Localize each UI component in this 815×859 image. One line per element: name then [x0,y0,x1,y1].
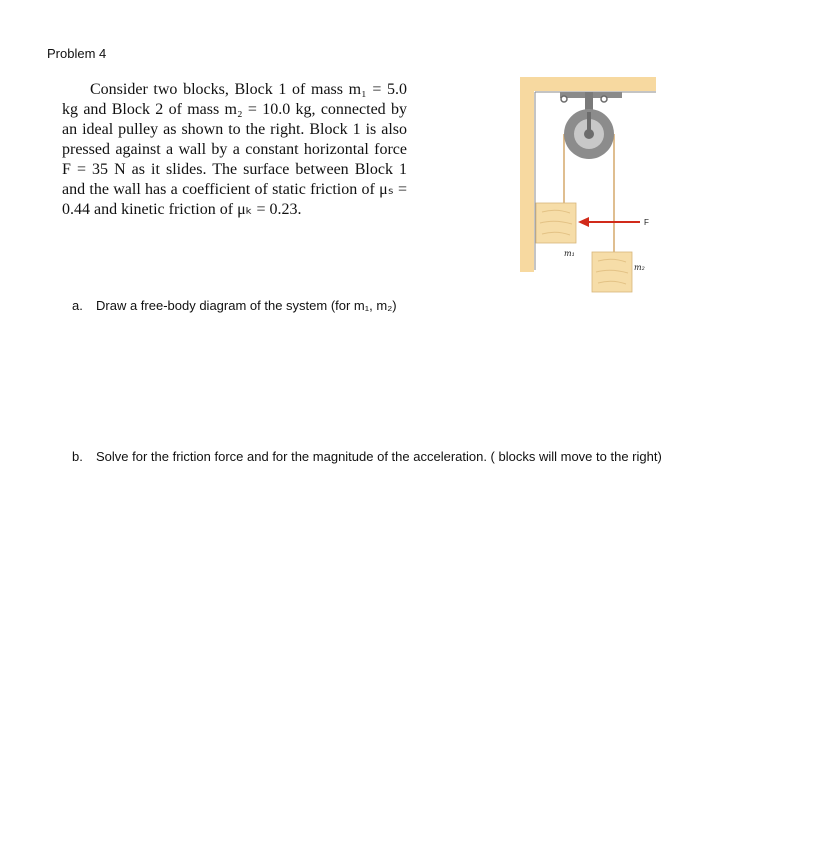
problem-statement-text: Consider two blocks, Block 1 of mass m₁ = 5.0 kg and Block 2 of mass m₂ = 10.0 kg, connected by an ideal pulley as shown to the right. Block 1 is also pressed against a wall by a constant horizontal force F = 35 N as it slides. The surface between Block 1 and the wall has a coefficient of static friction of μₛ = 0.44 and kinetic friction of μₖ = 0.23. [62,81,407,218]
part-b-label: b. [72,449,83,464]
part-a-label: a. [72,298,83,313]
bracket-bolt-right [601,96,607,102]
m1-label: m₁ [564,249,575,258]
wall [520,77,534,272]
bracket-bolt-left [561,96,567,102]
part-b-text: Solve for the friction force and for the magnitude of the acceleration. ( blocks will move to the right) [96,449,662,464]
problem-heading: Problem 4 [47,46,107,61]
pulley-axle-arm [587,112,591,134]
problem-statement [62,80,407,220]
pulley-diagram [520,72,660,297]
force-arrow-head [578,217,589,227]
ceiling [520,77,656,91]
force-label: F [644,218,649,227]
part-a-text: Draw a free-body diagram of the system (for m₁, m₂) [96,298,397,313]
m2-label: m₂ [634,263,645,272]
part-a [72,298,397,313]
part-b [72,449,662,464]
pulley-figure [520,72,660,297]
